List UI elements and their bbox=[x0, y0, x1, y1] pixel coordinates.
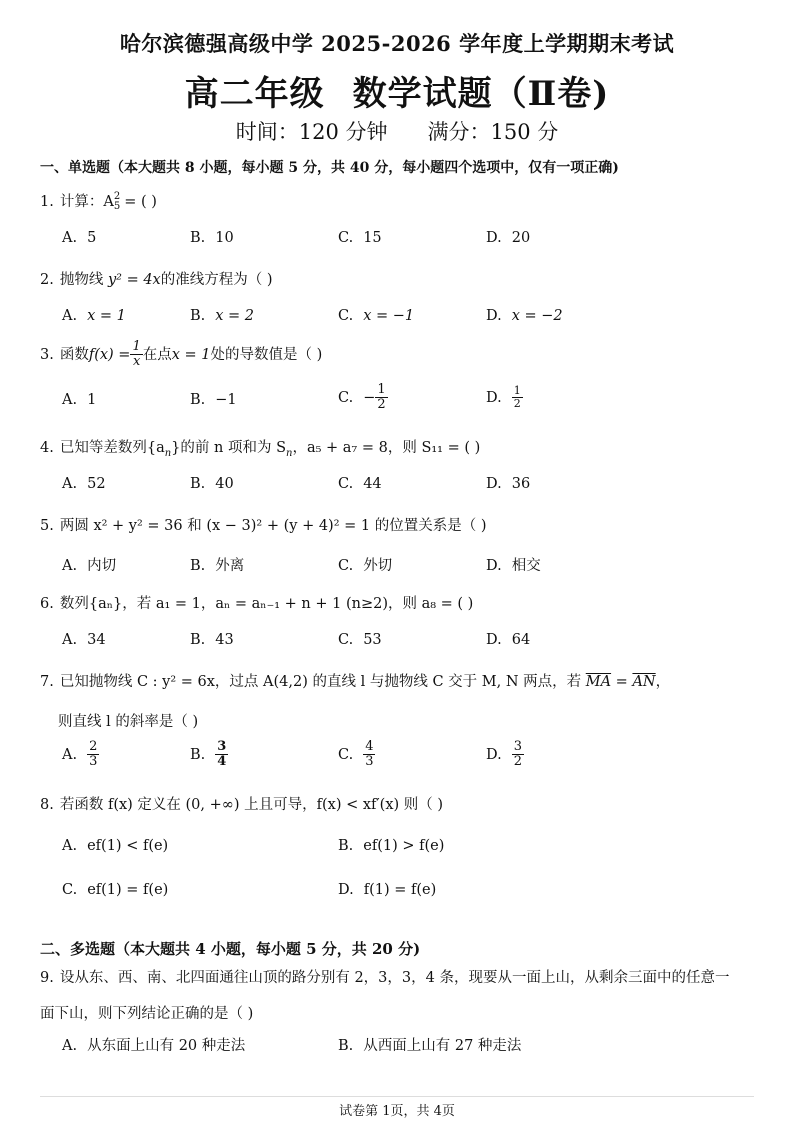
option-c[interactable]: C. 外切 bbox=[338, 558, 393, 574]
option-a[interactable]: A. 从东面上山有 20 种走法 bbox=[62, 1038, 246, 1054]
fraction: $\frac{3}{4}$ bbox=[217, 739, 227, 770]
question-number: 7. bbox=[40, 674, 54, 690]
question-6 bbox=[40, 592, 473, 613]
footer-divider bbox=[40, 1096, 754, 1097]
question-text: 设从东、西、南、北四面通往山顶的路分别有 2，3，3，4 条，现要从一面上山，从剩余三面中的任意一 bbox=[59, 970, 730, 986]
option-b[interactable]: B. 43 bbox=[190, 632, 234, 648]
question-number: 8. bbox=[40, 797, 54, 813]
option-d[interactable]: D. x = −2 bbox=[486, 308, 563, 324]
option-c[interactable]: C. ef(1) = f(e) bbox=[62, 882, 169, 898]
section-multiple-choice: 二、多选题（本大题共 4 小题，每小题 5 分，共 20 分) bbox=[40, 940, 421, 958]
option-d[interactable]: D. $\frac{1}{2}$ bbox=[486, 384, 521, 411]
option-a[interactable]: A. ef(1) < f(e) bbox=[62, 838, 169, 854]
question-text: 计算：A bbox=[59, 194, 114, 210]
question-number: 9. bbox=[40, 970, 54, 986]
subscript: n bbox=[286, 447, 293, 459]
superscript: 2 bbox=[113, 191, 121, 202]
option-c[interactable]: C. − $\frac{1}{2}$ bbox=[338, 382, 386, 413]
question-4 bbox=[40, 436, 480, 459]
option-b[interactable]: B. 从西面上山有 27 种走法 bbox=[338, 1038, 522, 1054]
option-a[interactable]: A. x = 1 bbox=[62, 308, 126, 324]
option-b[interactable]: B. 10 bbox=[190, 230, 234, 246]
question-text: 两圆 x² + y² = 36 和 (x − 3)² + (y + 4)² = 1 的位置关系是（ ) bbox=[59, 518, 487, 534]
question-number: 4. bbox=[40, 440, 54, 456]
option-b[interactable]: B. −1 bbox=[190, 392, 237, 408]
question-number: 2. bbox=[40, 272, 54, 288]
fraction: $\frac{1}{x}$ bbox=[132, 339, 141, 370]
subscript: 5 bbox=[113, 201, 121, 212]
score-label: 满分：150 分 bbox=[427, 120, 559, 144]
option-c[interactable]: C. x = −1 bbox=[338, 308, 415, 324]
question-text: 在点 bbox=[142, 346, 172, 363]
question-text: 若函数 f(x) 定义在 (0, +∞) 上且可导，f(x) < xf′(x) 则（ ) bbox=[59, 797, 444, 813]
math-expression: y² = 4x bbox=[107, 272, 161, 288]
option-c[interactable]: C. 53 bbox=[338, 632, 382, 648]
grade-label: 高二年级 bbox=[184, 74, 325, 114]
option-c[interactable]: C. $\frac{4}{3}$ bbox=[338, 739, 374, 770]
fraction: $\frac{1}{2}$ bbox=[377, 382, 386, 413]
question-tail: 处的导数值是（ ) bbox=[210, 346, 323, 363]
vector: $\overline{MA}$ bbox=[585, 674, 612, 690]
option-a[interactable]: A. 5 bbox=[62, 230, 97, 246]
question-text: }的前 n 项和为 S bbox=[171, 440, 286, 456]
equals: = bbox=[611, 674, 633, 690]
question-text: 数列{aₙ}，若 a₁ = 1，aₙ = aₙ₋₁ + n + 1 (n≥2)，则 a₈ = ( ) bbox=[59, 596, 474, 612]
question-text: 已知等差数列{a bbox=[59, 440, 165, 456]
option-c[interactable]: C. 44 bbox=[338, 476, 382, 492]
fraction: $\frac{2}{3}$ bbox=[89, 739, 98, 770]
question-1 bbox=[40, 190, 157, 212]
question-number: 1. bbox=[40, 194, 54, 210]
option-a[interactable]: A. 1 bbox=[62, 392, 97, 408]
option-d[interactable]: D. $\frac{3}{2}$ bbox=[486, 739, 522, 770]
question-9 bbox=[40, 966, 729, 987]
question-tail: 的准线方程为（ ) bbox=[160, 272, 273, 288]
option-b[interactable]: B. $\frac{3}{4}$ bbox=[190, 739, 227, 770]
exam-meta bbox=[0, 116, 794, 146]
option-a[interactable]: A. $\frac{2}{3}$ bbox=[62, 739, 98, 770]
subscript: n bbox=[164, 447, 172, 459]
math-expression: x = 1 bbox=[171, 346, 211, 363]
question-text: 函数 bbox=[59, 346, 89, 363]
time-label: 时间：120 分钟 bbox=[235, 120, 388, 144]
page-title bbox=[0, 66, 794, 115]
option-b[interactable]: B. ef(1) > f(e) bbox=[338, 838, 445, 854]
option-d[interactable]: D. 20 bbox=[486, 230, 531, 246]
option-a[interactable]: A. 34 bbox=[62, 632, 106, 648]
option-b[interactable]: B. 40 bbox=[190, 476, 234, 492]
question-tail: = ( ) bbox=[124, 194, 157, 210]
question-number: 3. bbox=[40, 346, 54, 363]
page-footer: 试卷第 1页，共 4页 bbox=[339, 1104, 455, 1119]
subject-label: 数学试题（Ⅱ卷) bbox=[352, 74, 610, 114]
question-2 bbox=[40, 268, 273, 289]
question-number: 5. bbox=[40, 518, 54, 534]
question-tail: ，a₅ + a₇ = 8，则 S₁₁ = ( ) bbox=[292, 440, 481, 456]
option-d[interactable]: D. 相交 bbox=[486, 558, 541, 574]
option-d[interactable]: D. 36 bbox=[486, 476, 531, 492]
option-d[interactable]: D. 64 bbox=[486, 632, 531, 648]
school-title: 哈尔滨德强高级中学 2025-2026 学年度上学期期末考试 bbox=[119, 31, 675, 56]
fraction: $\frac{3}{2}$ bbox=[513, 739, 522, 770]
option-b[interactable]: B. 外离 bbox=[190, 558, 245, 574]
question-8 bbox=[40, 793, 443, 814]
section-single-choice: 一、单选题（本大题共 8 小题，每小题 5 分，共 40 分，每小题四个选项中，仅有一项正确) bbox=[40, 160, 619, 176]
question-9-line-2: 面下山，则下列结论正确的是（ ) bbox=[40, 1006, 254, 1022]
option-a[interactable]: A. 52 bbox=[62, 476, 106, 492]
question-text: 抛物线 bbox=[59, 272, 104, 288]
question-7 bbox=[40, 670, 670, 691]
math-expression: f(x) = bbox=[88, 346, 131, 363]
option-c[interactable]: C. 15 bbox=[338, 230, 382, 246]
vector: $\overline{AN}$ bbox=[632, 674, 656, 690]
question-number: 6. bbox=[40, 596, 54, 612]
option-b[interactable]: B. x = 2 bbox=[190, 308, 255, 324]
fraction: $\frac{1}{2}$ bbox=[513, 384, 521, 411]
fraction: $\frac{4}{3}$ bbox=[365, 739, 374, 770]
question-3 bbox=[40, 340, 322, 370]
punctuation: ， bbox=[655, 674, 671, 690]
option-a[interactable]: A. 内切 bbox=[62, 558, 117, 574]
question-5 bbox=[40, 514, 487, 535]
option-d[interactable]: D. f(1) = f(e) bbox=[338, 882, 437, 898]
question-text: 已知抛物线 C : y² = 6x，过点 A(4,2) 的直线 l 与抛物线 C 交于 M, N 两点，若 bbox=[59, 674, 586, 690]
question-7-line-2: 则直线 l 的斜率是（ ) bbox=[58, 714, 199, 730]
